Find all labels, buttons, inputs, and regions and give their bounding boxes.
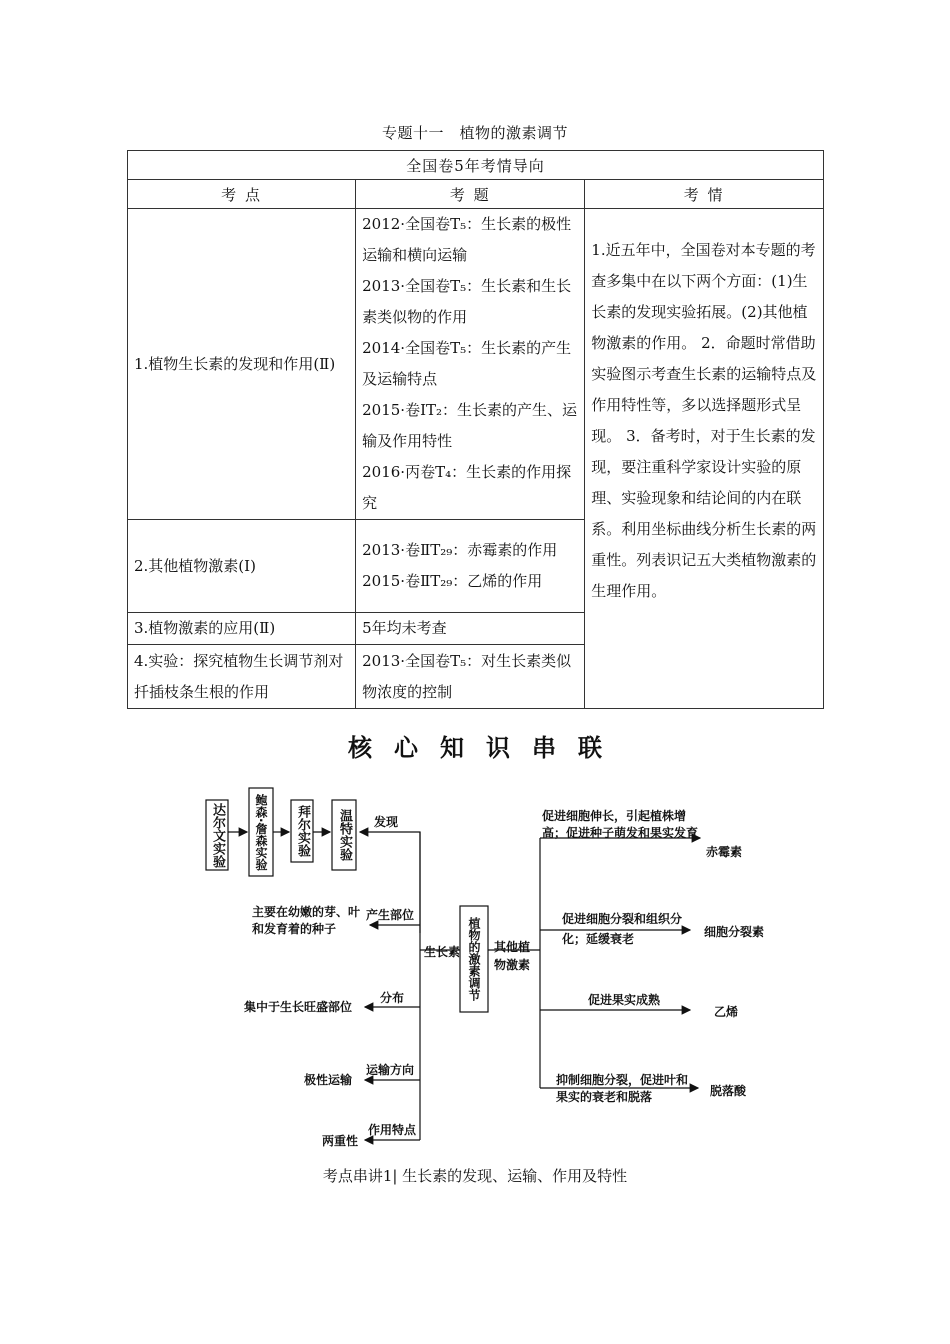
question-item: 2015·卷ⅠT₂：生长素的产生、运输及作用特性: [362, 401, 578, 450]
auxin-branch-label: 作用特点: [368, 1123, 417, 1137]
other-branch-label: 促进细胞分裂和组织分化；延缓衰老: [562, 912, 683, 946]
questions-1: [356, 209, 585, 520]
question-item: 2013·全国卷T₅：生长素和生长素类似物的作用: [362, 277, 572, 326]
other-branch-target: 脱落酸: [710, 1084, 747, 1098]
section-heading: 核心知识串联: [348, 734, 624, 762]
questions-3: [356, 613, 585, 645]
other-branch-label: 抑制细胞分裂，促进叶和果实的衰老和脱落: [556, 1073, 689, 1104]
concept-map: [0, 770, 950, 1160]
experiment-went: 温特实验: [337, 809, 352, 861]
question-item: 2012·全国卷T₅：生长素的极性运输和横向运输: [362, 215, 572, 264]
other-branch-target: 乙烯: [714, 1005, 739, 1019]
experiment-boysen-jensen: 鲍森·詹森实验: [254, 793, 268, 871]
topic-2: 2.其他植物激素(Ⅰ): [128, 520, 356, 613]
question-item: 2016·丙卷T₄：生长素的作用探究: [362, 463, 572, 512]
other-branch-label: 促进细胞伸长，引起植株增高；促进种子萌发和果实发育: [542, 809, 699, 840]
auxin-branch-target: 两重性: [322, 1134, 359, 1148]
auxin-branch-label: 分布: [380, 991, 405, 1005]
document-title: 专题十一 植物的激素调节: [381, 124, 568, 142]
discover-label: 发现: [374, 815, 399, 829]
auxin-label: 生长素: [424, 945, 461, 959]
topic-4: 4.实验：探究植物生长调节剂对扦插枝条生根的作用: [128, 645, 356, 709]
auxin-branch-target: 集中于生长旺盛部位: [244, 1000, 353, 1014]
topic-3: 3.植物激素的应用(Ⅱ): [128, 613, 356, 645]
auxin-branch-target: 主要在幼嫩的芽、叶和发育着的种子: [252, 905, 361, 936]
questions-4: [356, 645, 585, 709]
question-item: 2013·卷ⅡT₂₉：赤霉素的作用: [362, 541, 558, 559]
question-item: 2013·全国卷T₅：对生长素类似物浓度的控制: [362, 651, 572, 701]
center-topic: 植物的激素调节: [467, 917, 481, 1001]
question-item: 2014·全国卷T₅：生长素的产生及运输特点: [362, 339, 572, 388]
section-footer: 考点串讲1| 生长素的发现、运输、作用及特性: [322, 1167, 628, 1185]
auxin-branch-label: 产生部位: [366, 908, 415, 922]
other-branch-target: 细胞分裂素: [704, 925, 765, 939]
table-caption: 全国卷5年考情导向: [128, 151, 824, 180]
experiment-darwin: 达尔文实验: [210, 802, 225, 868]
question-item: 2015·卷ⅡT₂₉：乙烯的作用: [362, 572, 543, 590]
questions-2: [356, 520, 585, 613]
header-questions: 考 题: [356, 180, 585, 209]
experiment-paal: 拜尔实验: [295, 805, 310, 857]
header-topic: 考 点: [128, 180, 356, 209]
situation-cell: 1.近五年中，全国卷对本专题的考查多集中在以下两个方面：(1)生长素的发现实验拓展。(2)其他植物激素的作用。 2．命题时常借助实验图示考查生长素的运输特点及作用特性等，多以选择题形式呈现。 3．备考时，对于生长素的发现，要注重科学家设计实验的原理、实验现象和结论间的内在联系。利用坐标曲线分析生长素的两重性。列表识记五大类植物激素的生理作用。: [585, 209, 824, 709]
exam-analysis-table: [127, 150, 824, 709]
question-item: 5年均未考查: [362, 619, 447, 637]
auxin-branch-target: 极性运输: [304, 1073, 353, 1087]
other-hormones-label: 其他植物激素: [494, 940, 531, 972]
other-branch-label: 促进果实成熟: [588, 993, 661, 1007]
other-branch-target: 赤霉素: [706, 845, 743, 859]
topic-1: 1.植物生长素的发现和作用(Ⅱ): [128, 209, 356, 520]
header-situation: 考 情: [585, 180, 824, 209]
auxin-branch-label: 运输方向: [366, 1063, 415, 1077]
